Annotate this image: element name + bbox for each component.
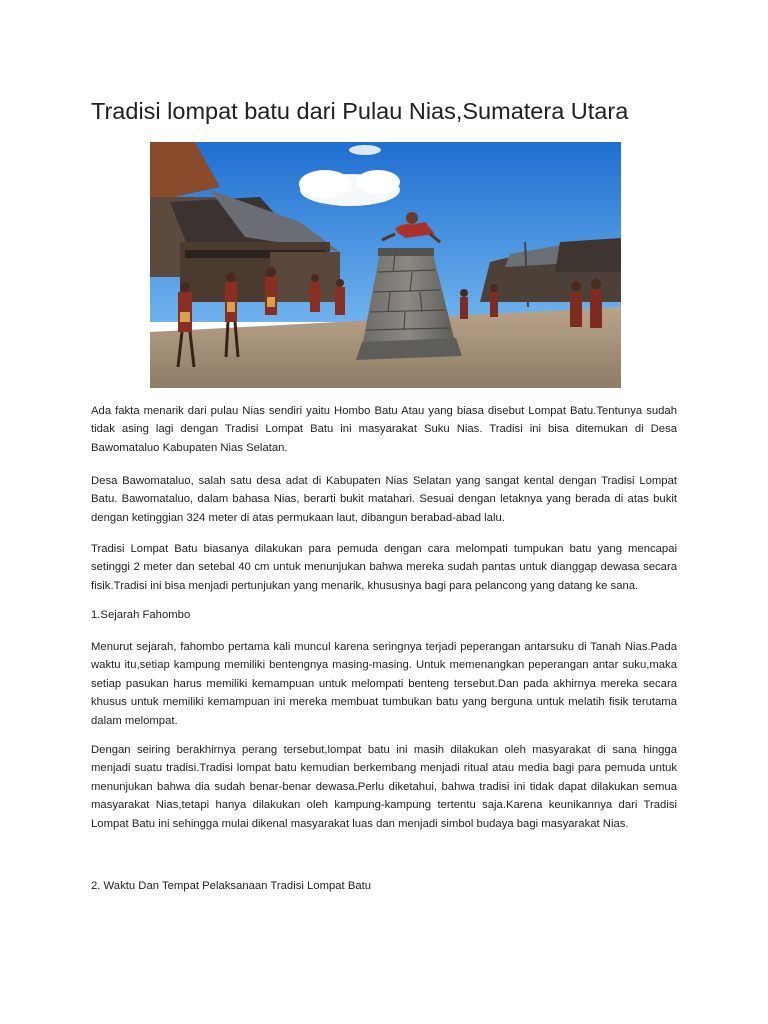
history-paragraph: Menurut sejarah, fahombo pertama kali muncul karena seringnya terjadi peperangan antarsuku di Tanah Nias.Pada waktu itu,setiap kampung memiliki bentengnya masing-masing. Untuk memenangkan peperangan antar suku,maka setiap pasukan harus memiliki kemampuan untuk melompati benteng tersebut.Dan pada akhirnya mereka secara khusus untuk memiliki kemampuan ini mereka membuat tumbukan batu yang berguna untuk melatih fisik terutama dalam melompat.	[91, 641, 677, 727]
tradition-development-paragraph: Dengan seiring berakhirnya perang tersebut,lompat batu ini masih dilakukan oleh masyarakat di sana hingga menjadi suatu tradisi.Tradisi lompat batu kemudian berkembang menjadi ritual atau media bagi para pemuda untuk menunjukan bahwa dia sudah benar-benar dewasa.Perlu diketahui, bahwa tradisi ini tidak dapat dilakukan semua masyarakat Nias,tetapi hanya dilakukan oleh kampung-kampung tertentu saja.Karena keunikannya dari Tradisi Lompat Batu ini sehingga mulai dikenal masyarakat luas dan menjadi simbol budaya bagi masyarakat Nias.	[91, 744, 677, 830]
document-title: Tradisi lompat batu dari Pulau Nias,Sumatera Utara	[91, 98, 629, 124]
intro-paragraph: Ada fakta menarik dari pulau Nias sendiri yaitu Hombo Batu Atau yang biasa disebut Lompat Batu.Tentunya sudah tidak asing lagi dengan Tradisi Lompat Batu ini masyarakat Suku Nias. Tradisi ini bisa ditemukan di Desa Bawomataluo Kabupaten Nias Selatan.	[91, 405, 677, 454]
stone-jumping-photo	[150, 142, 621, 388]
section-2-heading: 2. Waktu Dan Tempat Pelaksanaan Tradisi Lompat Batu	[91, 880, 372, 892]
bawomataluo-paragraph: Desa Bawomataluo, salah satu desa adat di Kabupaten Nias Selatan yang sangat kental dengan Tradisi Lompat Batu. Bawomataluo, dalam bahasa Nias, berarti bukit matahari. Sesuai dengan letaknya yang berada di atas bukit dengan ketinggian 324 meter di atas permukaan laut, dibangun berabad-abad lalu.	[91, 475, 677, 524]
tradition-paragraph: Tradisi Lompat Batu biasanya dilakukan para pemuda dengan cara melompati tumpukan batu yang mencapai setinggi 2 meter dan setebal 40 cm untuk menunjukan bahwa mereka sudah pantas untuk dianggap dewasa secara fisik.Tradisi ini bisa menjadi pertunjukan yang menarik, khususnya bagi para pelancong yang datang ke sana.	[91, 543, 677, 592]
section-1-heading: 1.Sejarah Fahombo	[91, 609, 191, 621]
